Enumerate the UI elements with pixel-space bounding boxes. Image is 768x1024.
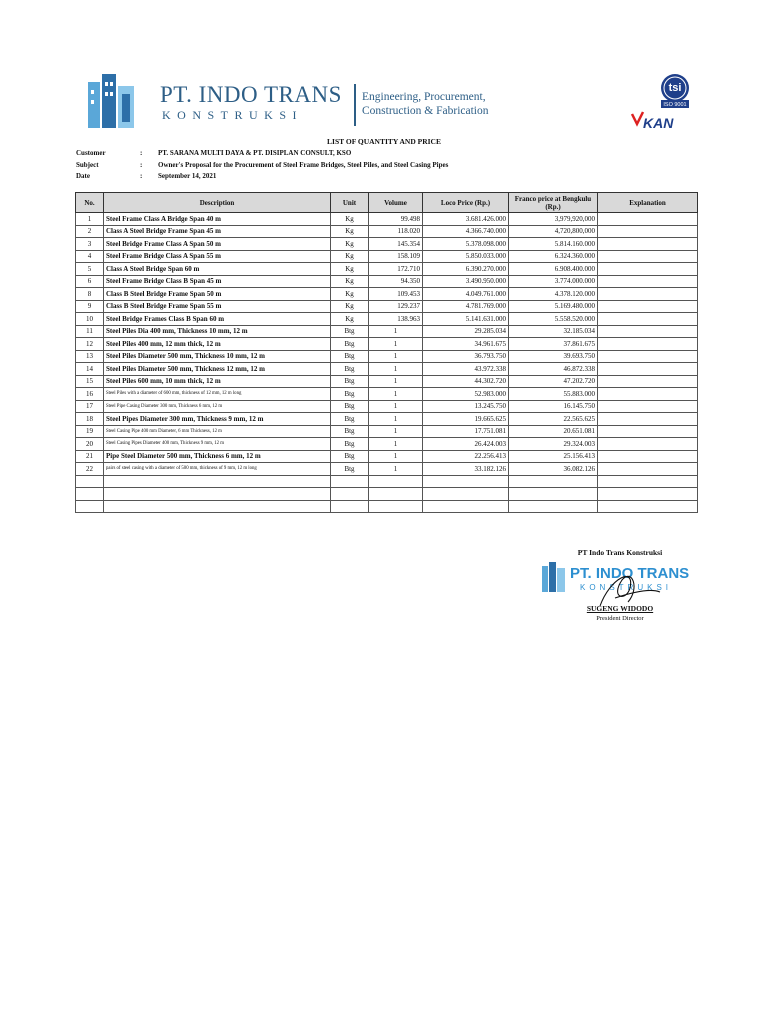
cell-franco-price: 22.565.625	[509, 413, 598, 426]
cell-explanation	[598, 238, 698, 251]
cell-franco-price: 5.169.480.000	[509, 300, 598, 313]
cell-loco-price: 13.245.750	[423, 400, 509, 413]
cell-explanation	[598, 450, 698, 463]
signature-block	[540, 546, 700, 636]
cell-volume: 1	[369, 400, 423, 413]
cell-explanation	[598, 425, 698, 438]
cell-loco-price: 4.781.769.000	[423, 300, 509, 313]
cell-unit	[331, 500, 369, 513]
cell-loco-price: 52.983.000	[423, 388, 509, 401]
cell-franco-price: 29.324.003	[509, 438, 598, 451]
header-divider	[354, 84, 356, 126]
cell-volume: 1	[369, 425, 423, 438]
meta-subject	[76, 160, 448, 172]
cell-franco-price: 39.693.750	[509, 350, 598, 363]
cell-no: 5	[76, 263, 104, 276]
cell-description: Steel Frame Bridge Class A Span 55 m	[104, 250, 331, 263]
company-logo-icon	[84, 72, 140, 130]
cell-franco-price	[509, 488, 598, 501]
cell-franco-price: 4,720,800,000	[509, 225, 598, 238]
column-header-franco-price: Franco price at Bengkulu (Rp.)	[509, 193, 598, 213]
cell-unit: Btg	[331, 438, 369, 451]
cell-loco-price: 19.665.625	[423, 413, 509, 426]
signatory-title: President Director	[596, 615, 644, 622]
cell-unit: Kg	[331, 225, 369, 238]
cell-loco-price: 5.141.631.000	[423, 313, 509, 326]
cell-no: 19	[76, 425, 104, 438]
column-header-volume: Volume	[369, 193, 423, 213]
cell-description: Steel Piles Diameter 500 mm, Thickness 12 mm, 12 m	[104, 363, 331, 376]
cell-unit: Kg	[331, 238, 369, 251]
table-row	[76, 425, 698, 438]
document-title: LIST OF QUANTITY AND PRICE	[327, 137, 441, 146]
cell-no: 21	[76, 450, 104, 463]
cell-volume: 172.710	[369, 263, 423, 276]
cell-franco-price	[509, 500, 598, 513]
cell-description: pairs of steel casing with a diameter of 500 mm, thickness of 9 mm, 12 m long	[104, 463, 331, 476]
table-row	[76, 288, 698, 301]
cell-loco-price: 5.850.033.000	[423, 250, 509, 263]
cell-volume	[369, 488, 423, 501]
table-row	[76, 400, 698, 413]
cell-description	[104, 500, 331, 513]
quantity-price-table	[75, 192, 698, 513]
cell-unit	[331, 488, 369, 501]
cell-loco-price: 29.285.034	[423, 325, 509, 338]
cell-unit: Btg	[331, 463, 369, 476]
cell-no: 20	[76, 438, 104, 451]
cell-description: Class A Steel Bridge Span 60 m	[104, 263, 331, 276]
cell-no: 2	[76, 225, 104, 238]
cell-volume: 1	[369, 325, 423, 338]
cell-loco-price: 34.961.675	[423, 338, 509, 351]
cell-no: 15	[76, 375, 104, 388]
cell-explanation	[598, 475, 698, 488]
column-header-no: No.	[76, 193, 104, 213]
cell-volume: 1	[369, 438, 423, 451]
cell-unit: Btg	[331, 413, 369, 426]
cell-franco-price: 37.861.675	[509, 338, 598, 351]
cell-unit: Btg	[331, 388, 369, 401]
cell-franco-price: 5.558.520.000	[509, 313, 598, 326]
cell-loco-price	[423, 488, 509, 501]
cell-no: 10	[76, 313, 104, 326]
meta-colon: :	[140, 160, 143, 169]
cell-loco-price: 33.182.126	[423, 463, 509, 476]
cell-franco-price: 25.156.413	[509, 450, 598, 463]
meta-key: Customer	[76, 149, 106, 157]
table-row	[76, 250, 698, 263]
table-row	[76, 463, 698, 476]
cell-loco-price: 44.302.720	[423, 375, 509, 388]
cell-description: Class A Steel Bridge Frame Span 45 m	[104, 225, 331, 238]
meta-value: Owner's Proposal for the Procurement of Steel Frame Bridges, Steel Piles, and Steel Casing Pipes	[158, 160, 449, 169]
cell-no	[76, 475, 104, 488]
table-row	[76, 438, 698, 451]
cell-unit: Btg	[331, 350, 369, 363]
cell-franco-price: 6.908.400.000	[509, 263, 598, 276]
cell-description: Pipe Steel Diameter 500 mm, Thickness 6 mm, 12 m	[104, 450, 331, 463]
cell-unit: Kg	[331, 275, 369, 288]
cell-no: 14	[76, 363, 104, 376]
meta-colon: :	[140, 172, 143, 180]
cell-franco-price: 3,979,920,000	[509, 213, 598, 226]
cell-no: 18	[76, 413, 104, 426]
meta-value: September 14, 2021	[158, 172, 217, 180]
cell-description: Steel Bridge Frame Class A Span 50 m	[104, 238, 331, 251]
stamp-sub-text: KONSTRUKSI	[580, 583, 673, 592]
table-row	[76, 213, 698, 226]
cell-franco-price: 4.378.120.000	[509, 288, 598, 301]
cell-volume: 158.109	[369, 250, 423, 263]
cell-volume	[369, 475, 423, 488]
cell-unit: Kg	[331, 300, 369, 313]
table-row	[76, 238, 698, 251]
cell-loco-price: 26.424.003	[423, 438, 509, 451]
cell-unit	[331, 475, 369, 488]
cell-loco-price: 6.390.270.000	[423, 263, 509, 276]
cell-explanation	[598, 275, 698, 288]
certification-logo-icon	[629, 72, 699, 132]
table-row	[76, 313, 698, 326]
table-row	[76, 300, 698, 313]
column-header-description: Description	[104, 193, 331, 213]
signatory-name: SUGENG WIDODO	[586, 604, 654, 613]
cell-description: Steel Piles Dia 400 mm, Thickness 10 mm, 12 m	[104, 325, 331, 338]
table-row	[76, 275, 698, 288]
document-meta	[76, 148, 448, 183]
cell-unit: Kg	[331, 288, 369, 301]
table-row	[76, 475, 698, 488]
cell-description: Class B Steel Bridge Frame Span 55 m	[104, 300, 331, 313]
cell-explanation	[598, 250, 698, 263]
cell-description: Steel Piles 400 mm, 12 mm thick, 12 m	[104, 338, 331, 351]
column-header-loco-price: Loco Price (Rp.)	[423, 193, 509, 213]
cell-volume: 1	[369, 375, 423, 388]
table-row	[76, 225, 698, 238]
cell-explanation	[598, 288, 698, 301]
meta-key: Subject	[76, 160, 99, 169]
cell-unit: Btg	[331, 450, 369, 463]
cell-loco-price	[423, 500, 509, 513]
cell-description: Steel Frame Bridge Class B Span 45 m	[104, 275, 331, 288]
cell-volume: 1	[369, 363, 423, 376]
cell-loco-price: 3.681.426.000	[423, 213, 509, 226]
cell-explanation	[598, 338, 698, 351]
cell-volume: 1	[369, 463, 423, 476]
column-header-unit: Unit	[331, 193, 369, 213]
cell-loco-price: 4.049.761.000	[423, 288, 509, 301]
tagline-line-2: Construction & Fabrication	[362, 105, 489, 117]
cell-unit: Btg	[331, 400, 369, 413]
cell-unit: Btg	[331, 363, 369, 376]
cell-explanation	[598, 413, 698, 426]
cell-explanation	[598, 263, 698, 276]
signature-company: PT Indo Trans Konstruksi	[577, 548, 663, 557]
cell-explanation	[598, 300, 698, 313]
cell-explanation	[598, 363, 698, 376]
cell-volume: 1	[369, 388, 423, 401]
cell-loco-price: 5.378.098.000	[423, 238, 509, 251]
cell-volume: 1	[369, 413, 423, 426]
cell-loco-price: 22.256.413	[423, 450, 509, 463]
cell-description: Steel Pipes Diameter 300 mm, Thickness 9 mm, 12 m	[104, 413, 331, 426]
table-row	[76, 500, 698, 513]
letterhead	[84, 72, 704, 134]
cell-explanation	[598, 388, 698, 401]
cell-loco-price: 43.972.338	[423, 363, 509, 376]
cell-no: 4	[76, 250, 104, 263]
cell-volume	[369, 500, 423, 513]
cell-description: Steel Casing Pipe 400 mm Diameter, 6 mm Thickness, 12 m	[104, 425, 331, 438]
cell-loco-price: 36.793.750	[423, 350, 509, 363]
cell-no	[76, 500, 104, 513]
cell-description: Steel Bridge Frames Class B Span 60 m	[104, 313, 331, 326]
cell-no: 3	[76, 238, 104, 251]
cell-loco-price: 17.751.081	[423, 425, 509, 438]
cell-unit: Kg	[331, 263, 369, 276]
company-stamp-icon	[540, 558, 690, 608]
cell-volume: 1	[369, 338, 423, 351]
cell-explanation	[598, 463, 698, 476]
cell-no: 1	[76, 213, 104, 226]
cell-franco-price	[509, 475, 598, 488]
table-row	[76, 338, 698, 351]
cell-explanation	[598, 325, 698, 338]
cell-explanation	[598, 350, 698, 363]
cell-franco-price: 55.883.000	[509, 388, 598, 401]
cell-unit: Btg	[331, 325, 369, 338]
kan-logo-text: KAN	[643, 115, 674, 131]
cell-explanation	[598, 225, 698, 238]
cell-unit: Btg	[331, 425, 369, 438]
cell-volume: 129.237	[369, 300, 423, 313]
iso-badge-text: ISO 9001	[663, 102, 687, 108]
cell-franco-price: 16.145.750	[509, 400, 598, 413]
cell-description	[104, 475, 331, 488]
cell-franco-price: 5.814.160.000	[509, 238, 598, 251]
cell-explanation	[598, 500, 698, 513]
cell-no: 12	[76, 338, 104, 351]
cell-no: 13	[76, 350, 104, 363]
cell-volume: 145.354	[369, 238, 423, 251]
cell-unit: Kg	[331, 213, 369, 226]
cell-no: 11	[76, 325, 104, 338]
cell-description: Steel Piles 600 mm, 10 mm thick, 12 m	[104, 375, 331, 388]
table-row	[76, 413, 698, 426]
cell-unit: Btg	[331, 375, 369, 388]
cell-description: Steel Frame Class A Bridge Span 40 m	[104, 213, 331, 226]
cell-franco-price: 46.872.338	[509, 363, 598, 376]
cell-explanation	[598, 400, 698, 413]
cell-franco-price: 20.651.081	[509, 425, 598, 438]
meta-value: PT. SARANA MULTI DAYA & PT. DISIPLAN CONSULT, KSO	[158, 149, 352, 157]
cell-description: Class B Steel Bridge Frame Span 50 m	[104, 288, 331, 301]
cell-loco-price: 3.490.950.000	[423, 275, 509, 288]
cell-description	[104, 488, 331, 501]
cell-volume: 1	[369, 350, 423, 363]
cell-volume: 1	[369, 450, 423, 463]
meta-customer	[76, 148, 448, 160]
tagline-line-1: Engineering, Procurement,	[362, 91, 486, 103]
cell-franco-price: 6.324.360.000	[509, 250, 598, 263]
cell-no: 8	[76, 288, 104, 301]
cell-no: 22	[76, 463, 104, 476]
table-row	[76, 388, 698, 401]
cell-no: 9	[76, 300, 104, 313]
table-row	[76, 325, 698, 338]
cell-description: Steel Piles Diameter 500 mm, Thickness 10 mm, 12 m	[104, 350, 331, 363]
column-header-explanation: Explanation	[598, 193, 698, 213]
cell-franco-price: 47.202.720	[509, 375, 598, 388]
cell-volume: 118.020	[369, 225, 423, 238]
company-name: PT. INDO TRANS	[160, 82, 342, 107]
cell-explanation	[598, 313, 698, 326]
company-subtitle: KONSTRUKSI	[162, 108, 304, 122]
cell-volume: 99.498	[369, 213, 423, 226]
meta-colon: :	[140, 149, 143, 157]
cell-explanation	[598, 375, 698, 388]
cell-unit: Btg	[331, 338, 369, 351]
cell-no: 6	[76, 275, 104, 288]
cell-unit: Kg	[331, 250, 369, 263]
table-header-row	[76, 193, 698, 213]
cell-explanation	[598, 488, 698, 501]
cell-franco-price: 32.185.034	[509, 325, 598, 338]
table-row	[76, 375, 698, 388]
table-row	[76, 350, 698, 363]
table-row	[76, 488, 698, 501]
cell-explanation	[598, 213, 698, 226]
cell-no: 16	[76, 388, 104, 401]
table-row	[76, 363, 698, 376]
cell-loco-price	[423, 475, 509, 488]
meta-date	[76, 171, 448, 183]
cell-franco-price: 3.774.000.000	[509, 275, 598, 288]
cell-description: Steel Casing Pipes Diameter 400 mm, Thickness 9 mm, 12 m	[104, 438, 331, 451]
tsi-badge-text: tsi	[668, 82, 682, 94]
cell-loco-price: 4.366.740.000	[423, 225, 509, 238]
cell-explanation	[598, 438, 698, 451]
cell-franco-price: 36.082.126	[509, 463, 598, 476]
cell-description: Steel Pipe Casing Diameter 300 mm, Thickness 6 mm, 12 m	[104, 400, 331, 413]
tagline	[362, 90, 488, 118]
cell-volume: 94.350	[369, 275, 423, 288]
cell-volume: 109.453	[369, 288, 423, 301]
table-row	[76, 450, 698, 463]
cell-volume: 138.963	[369, 313, 423, 326]
meta-key: Date	[76, 172, 90, 180]
cell-no	[76, 488, 104, 501]
cell-description: Steel Piles with a diameter of 600 mm, thickness of 12 mm, 12 m long	[104, 388, 331, 401]
table-row	[76, 263, 698, 276]
cell-unit: Kg	[331, 313, 369, 326]
cell-no: 17	[76, 400, 104, 413]
stamp-name-text: PT. INDO TRANS	[570, 565, 690, 582]
